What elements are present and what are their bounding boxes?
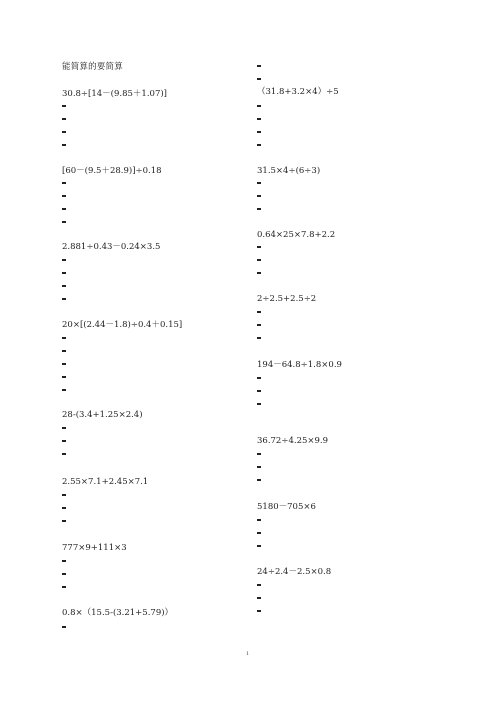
blank-line-marker [257, 453, 261, 455]
blank-line-marker [257, 377, 261, 379]
blank-line-marker [257, 78, 261, 80]
page-number: 1 [246, 651, 250, 657]
blank-line-marker [257, 390, 261, 392]
blank-line-marker [62, 453, 66, 455]
problem-left-3: 2.881÷0.43－0.24×3.5 [62, 242, 161, 252]
blank-line-marker [62, 507, 66, 509]
blank-line-marker [257, 65, 261, 67]
blank-line-marker [62, 363, 66, 365]
blank-line-marker [257, 131, 261, 133]
blank-line-marker [257, 545, 261, 547]
blank-line-marker [62, 298, 66, 300]
blank-line-marker [62, 440, 66, 442]
blank-line-marker [62, 389, 66, 391]
blank-line-marker [257, 118, 261, 120]
blank-line-marker [257, 246, 261, 248]
page-title: 能简算的要简算 [62, 62, 123, 72]
blank-line-marker [257, 144, 261, 146]
blank-line-marker [62, 427, 66, 429]
blank-line-marker [257, 337, 261, 339]
blank-line-marker [257, 311, 261, 313]
blank-line-marker [257, 403, 261, 405]
blank-line-marker [257, 532, 261, 534]
blank-line-marker [62, 520, 66, 522]
blank-line-marker [62, 494, 66, 496]
problem-right-4: 2÷2.5+2.5÷2 [257, 294, 317, 304]
blank-line-marker [257, 195, 261, 197]
problem-left-5: 28-(3.4+1.25×2.4) [62, 410, 143, 420]
blank-line-marker [257, 584, 261, 586]
problem-right-5: 194－64.8÷1.8×0.9 [257, 360, 342, 370]
blank-line-marker [62, 586, 66, 588]
blank-line-marker [257, 182, 261, 184]
blank-line-marker [257, 597, 261, 599]
blank-line-marker [62, 376, 66, 378]
blank-line-marker [257, 610, 261, 612]
blank-line-marker [257, 519, 261, 521]
problem-right-1: （31.8+3.2×4）÷5 [257, 87, 339, 97]
problem-right-8: 24÷2.4－2.5×0.8 [257, 567, 332, 577]
problem-left-1: 30.8÷[14－(9.85＋1.07)] [62, 89, 167, 99]
blank-line-marker [62, 573, 66, 575]
blank-line-marker [62, 182, 66, 184]
blank-line-marker [62, 144, 66, 146]
problem-left-2: [60－(9.5＋28.9)]÷0.18 [62, 166, 162, 176]
problem-left-8: 0.8×（15.5-(3.21+5.79)） [62, 608, 174, 618]
problem-right-3: 0.64×25×7.8+2.2 [257, 230, 336, 240]
problem-left-4: 20×[(2.44－1.8)÷0.4＋0.15] [62, 320, 183, 330]
problem-left-7: 777×9+111×3 [62, 543, 127, 553]
problem-right-2: 31.5×4÷(6÷3) [257, 166, 321, 176]
blank-line-marker [62, 208, 66, 210]
problem-left-6: 2.55×7.1+2.45×7.1 [62, 477, 149, 487]
blank-line-marker [62, 337, 66, 339]
blank-line-marker [257, 466, 261, 468]
blank-line-marker [257, 479, 261, 481]
blank-line-marker [62, 350, 66, 352]
blank-line-marker [257, 324, 261, 326]
problem-right-6: 36.72÷4.25×9.9 [257, 436, 329, 446]
blank-line-marker [62, 560, 66, 562]
blank-line-marker [62, 626, 66, 628]
problem-right-7: 5180－705×6 [257, 502, 316, 512]
blank-line-marker [257, 208, 261, 210]
blank-line-marker [62, 259, 66, 261]
blank-line-marker [257, 272, 261, 274]
blank-line-marker [62, 195, 66, 197]
blank-line-marker [62, 221, 66, 223]
blank-line-marker [62, 131, 66, 133]
blank-line-marker [62, 285, 66, 287]
blank-line-marker [257, 259, 261, 261]
blank-line-marker [62, 272, 66, 274]
blank-line-marker [62, 105, 66, 107]
blank-line-marker [62, 118, 66, 120]
blank-line-marker [257, 105, 261, 107]
